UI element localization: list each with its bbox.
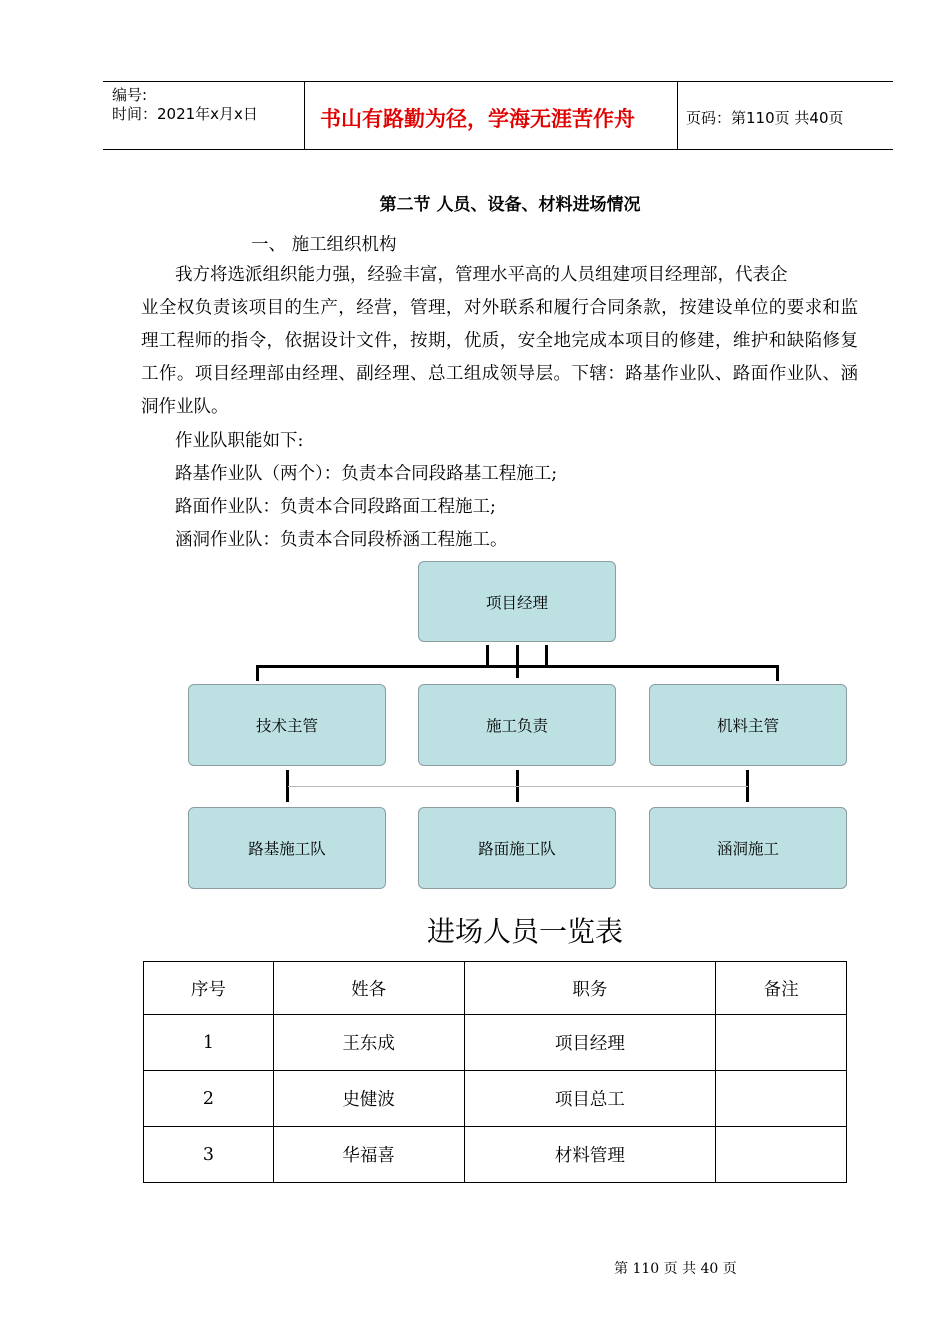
org-node-materials-lead: 机料主管 — [649, 684, 847, 766]
connector-horizontal-bar — [256, 665, 779, 668]
header-slogan: 书山有路勤为径，学海无涯苦作舟 — [320, 107, 635, 131]
teams-intro: 作业队职能如下: — [175, 431, 304, 451]
serial-number-label: 编号: — [112, 86, 148, 104]
cell-no: 2 — [144, 1071, 274, 1127]
header-cell-remarks: 备注 — [716, 962, 847, 1015]
org-node-roadbed-team: 路基施工队 — [188, 807, 386, 889]
connector-center-stub — [516, 645, 519, 678]
cell-position: 项目总工 — [464, 1071, 716, 1127]
header-cell-position: 职务 — [464, 962, 716, 1015]
personnel-table — [143, 961, 847, 1183]
subheading-org-structure: 一、 施工组织机构 — [251, 235, 397, 255]
org-node-technical-lead: 技术主管 — [188, 684, 386, 766]
header-top-rule — [103, 81, 893, 82]
team-roadbed-duty: 路基作业队（两个）：负责本合同段路基工程施工; — [175, 464, 558, 484]
cell-name: 史健波 — [273, 1071, 464, 1127]
cell-name: 王东成 — [273, 1015, 464, 1071]
cell-remarks — [716, 1127, 847, 1183]
cell-position: 项目经理 — [464, 1015, 716, 1071]
table-row — [144, 1127, 847, 1183]
connector-drop-right — [776, 665, 779, 681]
header-cell-no: 序号 — [144, 962, 274, 1015]
cell-remarks — [716, 1071, 847, 1127]
section-title: 第二节 人员、设备、材料进场情况 — [379, 195, 641, 215]
personnel-table-title: 进场人员一览表 — [426, 917, 623, 948]
table-row — [144, 1015, 847, 1071]
cell-name: 华福喜 — [273, 1127, 464, 1183]
connector-thin-bar — [288, 786, 748, 787]
header-cell-name: 姓各 — [273, 962, 464, 1015]
cell-no: 1 — [144, 1015, 274, 1071]
footer-page-info: 第 110 页 共 40 页 — [614, 1261, 737, 1277]
cell-position: 材料管理 — [464, 1127, 716, 1183]
paragraph-first-line: 我方将选派组织能力强，经验丰富，管理水平高的人员组建项目经理部，代表企 — [175, 265, 788, 285]
connector-right-stub — [545, 645, 548, 667]
date-label: 时间：2021年x月x日 — [112, 105, 258, 123]
connector-left-stub — [486, 645, 489, 667]
org-node-construction-lead: 施工负责 — [418, 684, 616, 766]
org-node-project-manager: 项目经理 — [418, 561, 616, 642]
team-pavement-duty: 路面作业队：负责本合同段路面工程施工; — [175, 497, 496, 517]
table-header-row — [144, 962, 847, 1015]
header-bottom-rule — [103, 149, 893, 150]
header-divider-right — [677, 81, 678, 149]
cell-no: 3 — [144, 1127, 274, 1183]
cell-remarks — [716, 1015, 847, 1071]
table-row — [144, 1071, 847, 1127]
connector-drop-left — [256, 665, 259, 681]
header-divider-left — [304, 81, 305, 149]
team-culvert-duty: 涵洞作业队：负责本合同段桥涵工程施工。 — [175, 530, 508, 550]
header-page-code: 页码：第110页 共40页 — [686, 109, 844, 127]
org-node-culvert-team: 涵洞施工 — [649, 807, 847, 889]
org-node-pavement-team: 路面施工队 — [418, 807, 616, 889]
paragraph-continuation: 业全权负责该项目的生产，经营，管理，对外联系和履行合同条款，按建设单位的要求和监理工程师的指令，依据设计文件，按期，优质，安全地完成本项目的修建，维护和缺陷修复工作。项目经理部由经理、副经理、总工组成领导层。下辖：路基作业队、路面作业队、涵洞作业队。 — [141, 298, 858, 417]
